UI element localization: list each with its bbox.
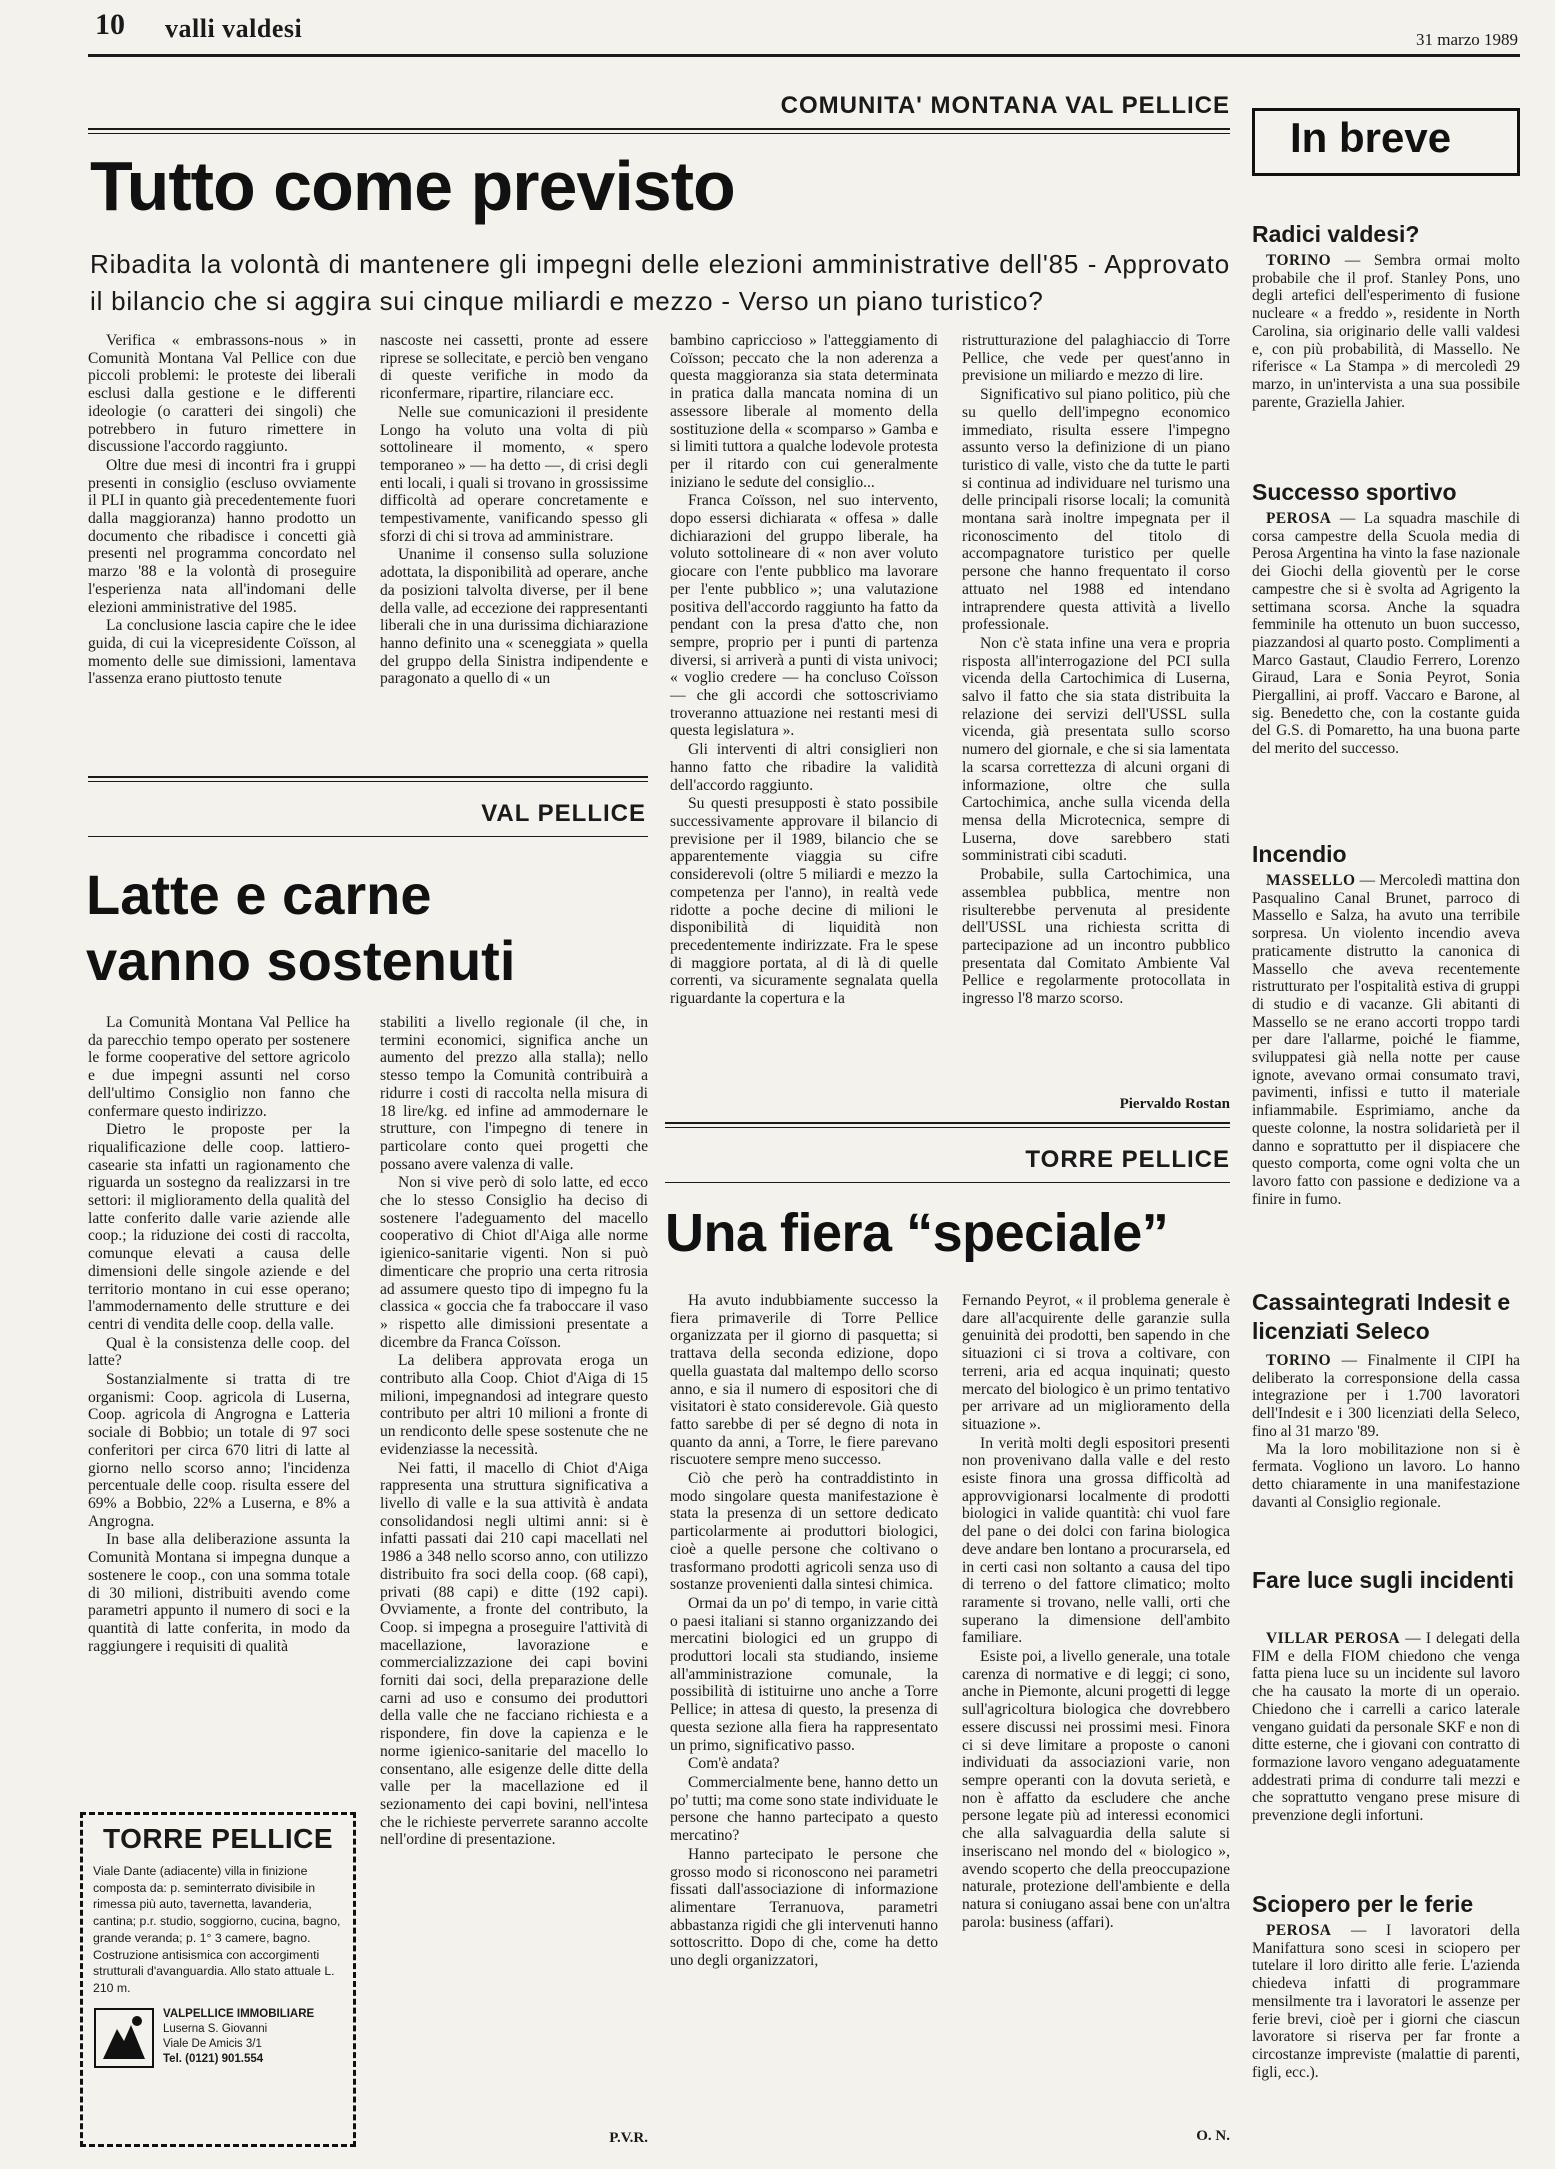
brief-heading-incendio: Incendio <box>1252 841 1347 867</box>
article1-deck: Ribadita la volontà di mantenere gli impegni delle elezioni amministrative dell'85 - Approvato il bilancio che si aggira sui cinque miliardi e mezzo - Verso un piano turistico? <box>90 249 1230 316</box>
paragraph: nascoste nei cassetti, pronte ad essere riprese se sollecitate, e perciò ben vengano di queste verifiche in modo da riconfermare, ripartire, rilanciare ecc. <box>380 332 648 403</box>
brief-incendio <box>1252 872 1520 1272</box>
agency-phone: Tel. (0121) 901.554 <box>163 2052 264 2065</box>
paragraph: Significativo sul piano politico, più che su quello dell'impegno economico immediato, risulta essere l'impegno assunto verso la definizione di un piano turistico di valle, visto che da tutte le parti si continua ad individuare nel turismo una delle principali risorse locali; la comunità montana sarà inoltre impegnata per il riconoscimento del titolo di accompagnatore turistico per quelle persone che hanno frequentato il corso attuato nel 1988 ed intendano intraprendere questa attività a livello professionale. <box>962 386 1230 634</box>
section-rule <box>88 128 1230 130</box>
article1-signature: Piervaldo Rostan <box>1119 1096 1230 1112</box>
ad-title: TORRE PELLICE <box>102 1823 333 1854</box>
section-rule-thin <box>665 1127 1230 1128</box>
section-rule-thin <box>88 133 1230 134</box>
agency-contact <box>163 2007 314 2067</box>
article3-column-1 <box>670 1292 938 2132</box>
agency-name: VALPELLICE IMMOBILIARE <box>163 2007 315 2020</box>
paragraph: La delibera approvata eroga un contributo alla Coop. Chiot d'Aiga di 15 milioni, impegnandosi ad integrare questo contributo per altri 10 milioni a fronte di un rendiconto delle spese sostenute che ne evidenziasse la necessità. <box>380 1352 648 1458</box>
brief-place: VILLAR PEROSA <box>1266 1630 1401 1647</box>
paragraph: Ha avuto indubbiamente successo la fiera primaverile di Torre Pellice organizzata per il giorno di pasquetta; si trattava della seconda edizione, dopo quella guastata dal maltempo dello scorso anno, e sia il numero di espositori che di visitatori è stato considerevole. Già questo fatto sarebbe di per sé degno di nota in quanto da anni, a Torre, le fiere parevano riscuotere sempre meno successo. <box>670 1292 938 1469</box>
brief-text: — Sembra ormai molto probabile che il prof. Stanley Pons, uno degli artefici dell'esperimento di fusione nucleare « a freddo », residente in North Carolina, sia originario delle valli valdesi e, con più probabilità, di Massello. Ne riferisce « La Stampa » di mercoledì 29 marzo, in un'intervista a una sua possibile parente, Graziella Jahier. <box>1252 252 1520 411</box>
paragraph: Oltre due mesi di incontri fra i gruppi presenti in consiglio (escluso ovviamente il PLI in quanto già precedentemente fuori dalla maggioranza) hanno prodotto un documento che ribadisce i concetti già presenti nel programma concordato nel marzo '88 e la volontà di proseguire l'esperienza nata all'indomani delle elezioni amministrative del 1985. <box>88 456 356 616</box>
brief-cassaintegrati <box>1252 1352 1520 1540</box>
paragraph: stabiliti a livello regionale (il che, in termini economici, significa anche un aumento del prezzo alla stalla); nello stesso tempo la Comunità contribuirà a ridurre i costi di raccolta nella misura di 18 lire/kg. ed infine ad ammodernare le strutture, con l'impegno di tenere in particolare conto quei progetti che possano avere valenza di valle. <box>380 1014 648 1173</box>
paragraph: Dietro le proposte per la riqualificazione delle coop. lattiero-casearie sta infatti un ragionamento che riguarda un sostegno da realizzarsi in tre settori: il miglioramento della qualità del latte conferito dalle varie aziende alle coop.; la riduzione dei costi di raccolta, comunque elevati a causa delle dimensioni delle singole aziende e del territorio montano in cui esse operano; l'ammodernamento delle strutture e dei centri di vendita delle coop. della valle. <box>88 1121 350 1333</box>
paragraph: Qual è la consistenza delle coop. del latte? <box>88 1334 350 1370</box>
brief-text: Ma la loro mobilitazione non si è fermata. Vogliono un lavoro. Lo hanno detto chiaramente in una manifestazione davanti al Consiglio regionale. <box>1252 1440 1520 1511</box>
brief-text: — I lavoratori della Manifattura sono scesi in sciopero per tutelare il loro diritto alle ferie. L'azienda chiedeva infatti di programmare mensilmente tra i lavoratori le assenze per ferie brevi, cioè per i giorni che ciascun lavoratore si riserva per far fronte a circostanze impreviste (malattie di parenti, figli, ecc.). <box>1252 1922 1520 2081</box>
paragraph: Ormai da un po' di tempo, in varie città o paesi italiani si stanno organizzando dei mercatini biologici ed un gruppo di produttori locali sta studiando, insieme all'amministrazione comunale, la possibilità di istituirne uno anche a Torre Pellice; in attesa di questo, la presenza di questa sezione alla fiera ha rappresentato un primo, significativo passo. <box>670 1594 938 1754</box>
brief-place: PEROSA <box>1266 510 1332 527</box>
paragraph: Non si vive però di solo latte, ed ecco che lo stesso Consiglio ha deciso di sostenere l'adeguamento del macello cooperativo di Chiot dl'Aiga alle norme igienico-sanitarie vigenti. Non si può dimenticare che proprio una certa ritrosia ad assumere questo tipo di impegno fu la classica « goccia che fa traboccare il vaso » rispetto alle dimissioni presentate a dicembre da Franca Coïsson. <box>380 1174 648 1351</box>
brief-heading-cassaintegrati: Cassaintegrati Indesit e licenziati Seleco <box>1252 1289 1511 1344</box>
section-rule-thin <box>88 781 648 782</box>
headline-line: Latte e carne <box>86 863 432 926</box>
real-estate-advertisement <box>80 1812 356 2147</box>
ad-description: Viale Dante (adiacente) villa in finizione composta da: p. seminterrato divisibile in rimessa più auto, tavernetta, lavanderia, cantina; p.r. studio, soggiorno, cucina, bagno, grande veranda; p. 1° 3 camere, bagno. Costruzione antisismica con accorgimenti strutturali d'avanguardia. Allo stato attuale L. 210 m. <box>93 1864 341 1995</box>
paragraph: La conclusione lascia capire che le idee guida, di cui la vicepresidente Coïsson, al momento delle sue dimissioni, lamentava l'assenza erano piuttosto tenute <box>88 617 356 688</box>
ad-footer <box>93 2007 343 2069</box>
paragraph: Verifica « embrassons-nous » in Comunità Montana Val Pellice con due piccoli problemi: le proteste dei liberali esclusi dalla gestione e le differenti ideologie (o caratteri dei singoli) che potrebbero in futuro rimettere in discussione l'accordo raggiunto. <box>88 332 356 456</box>
article2-column-1 <box>88 1014 350 1794</box>
paragraph: Hanno partecipato le persone che grosso modo si riconoscono nei parametri fissati dall'associazione di informazione alimentare Terranuova, parametri abbastanza rigidi che gli intervenuti hanno sottoscritto. Dopo di che, come ha detto uno degli organizzatori, <box>670 1845 938 1970</box>
paragraph: Fernando Peyrot, « il problema generale è dare all'acquirente delle garanzie sulla genuinità dei prodotti, ben sapendo in che situazioni ci si trova a coltivare, con terreni, aria ed acqua inquinati; questo mercato del biologico è un primo tentativo per arrivare ad un miglioramento della situazione ». <box>962 1292 1230 1433</box>
paragraph: Sostanzialmente si tratta di tre organismi: Coop. agricola di Luserna, Coop. agricola di Angrogna e Latteria sociale di Bobbio; un totale di 97 soci conferitori per circa 670 litri di latte al giorno nello scorso anno; l'incidenza percentuale delle coop. risulta essere del 69% a Bobbio, 22% a Luserna, e 8% a Angrogna. <box>88 1371 350 1530</box>
paragraph: Nelle sue comunicazioni il presidente Longo ha voluto una volta di più sottolineare il momento, « spero temporaneo » — ha detto —, di crisi degli enti locali, i quali si trovano in grossissime difficoltà ad operare concretamente e tempestivamente, vanificando spesso gli sforzi di chi si trova ad amministrare. <box>380 403 648 545</box>
article1-column-3 <box>670 332 938 1112</box>
agency-town: Luserna S. Giovanni <box>163 2022 268 2035</box>
paragraph: bambino capriccioso » l'atteggiamento di Coïsson; peccato che la non aderenza a questa maggioranza sia stata determinata in pratica dalla mancata nomina di un assessore liberale al momento della sostituzione della « scomparso » Gamba e si limiti tuttora a qualche lodevole protesta per il ritardo con cui generalmente iniziano le sedute del consiglio... <box>670 332 938 491</box>
paragraph: Nei fatti, il macello di Chiot d'Aiga rappresenta una struttura significativa a livello di valle e la sua attività è andata consolidandosi negli ultimi anni: si è infatti passati dai 210 capi macellati nel 1986 a 348 nello scorso anno, con utilizzo distribuito fra soci della coop. (68 capi), privati (88 capi) e ditte (192 capi). Ovviamente, a fronte del contributo, la Coop. si impegna a proseguire l'attività di macellazione, lavorazione e commercializzazione dei capi bovini forniti dai soci, della preparazione delle carni ad uso e consumo dei produttori della valle che ne facciano richiesta e a rispondere, fin dove la capienza e le norme igienico-sanitarie del macello lo consentano, alle esigenze delle ditte della valle per la macellazione ed il sezionamento dei capi bovini, nell'intesa che le richieste perverrete saranno accolte nell'ordine di presentazione. <box>380 1459 648 1849</box>
paragraph: Franca Coïsson, nel suo intervento, dopo essersi dichiarata « offesa » dalle dichiarazioni del gruppo liberale, ha voluto sottolineare di « non aver voluto giocare con l'ente pubblico ma lavorare per l'ente pubblico »; una valutazione positiva dell'accordo raggiunto ha fatto da pendant con la presa d'atto che, non sempre, proprio per i punti di partenza diversi, si arriverà a punti di vista univoci; « voglio credere — ha concluso Coïsson — che gli accordi che sottoscriviamo troveranno attuazione nei restanti mesi di questa legislatura ». <box>670 492 938 740</box>
article1-column-1 <box>88 332 356 772</box>
section-label-torre-pellice: TORRE PELLICE <box>1025 1146 1230 1173</box>
paragraph: Su questi presupposti è stato possibile successivamente approvare il bilancio di previsione per il 1989, bilancio che se apparentemente viaggia su cifre considerevoli (oltre 5 miliardi e mezzo la competenza per l'anno), in realtà vede ridotte a poche decine di milioni le disponibilità di liquidità non precedentemente indirizzate. Fra le spese di maggiore portata, al di là di quelle correnti, va sicuramente segnalata quella riguardante la copertura e la <box>670 795 938 1008</box>
section-label-val-pellice: VAL PELLICE <box>481 800 646 827</box>
brief-heading-successo: Successo sportivo <box>1252 479 1457 505</box>
paragraph: Ciò che però ha contraddistinto in modo singolare questa manifestazione è stata la presenza di un settore dedicato particolarmente ai produttori biologici, cioè a quelle persone che coltivano o trasformano prodotti agricoli senza uso di sostanze provenienti dalla sintesi chimica. <box>670 1470 938 1594</box>
section-rule <box>665 1122 1230 1124</box>
agency-street: Viale De Amicis 3/1 <box>163 2037 262 2050</box>
brief-heading-fare-luce: Fare luce sugli incidenti <box>1252 1567 1515 1593</box>
brief-place: TORINO <box>1266 252 1332 269</box>
paragraph: Non c'è stata infine una vera e propria risposta all'interrogazione del PCI sulla vicenda della Cartochimica di Luserna, salvo il fatto che sia stata distribuita la relazione dei servizi dell'USSL sulla vicenda, già presentata sullo scorso numero del giornale, e che si sia lamentata la scarsa correttezza di alcuni organi di informazione, oltre che sulla Cartochimica, anche sulla vicenda della mensa della Microtecnica, sempre di Luserna, dove sarebbero stati somministrati cibi scaduti. <box>962 634 1230 865</box>
section-rule-thin <box>88 836 648 837</box>
article2-signature: P.V.R. <box>609 2130 648 2146</box>
brief-successo <box>1252 510 1520 824</box>
brief-text: — La squadra maschile di corsa campestre della Scuola media di Perosa Argentina ha vinto la fase nazionale dei Giochi della gioventù per le corse campestre che si è svolta ad Agrigento la settimana scorsa. Anche la squadra femminile ha ottenuto un buon successo, piazzandosi al quarto posto. Complimenti a Marco Gastaut, Claudio Ferrero, Lorenzo Giraud, Lara e Sonia Peyrot, Sonia Piergallini, ai proff. Vaccaro e Barone, al sig. Benedetto che, con la costante guida del G.S. di Pomaretto, ha una buona parte del merito del successo. <box>1252 510 1520 758</box>
brief-sciopero <box>1252 1922 1520 2152</box>
section-rule-thin <box>665 1182 1230 1183</box>
section-rule <box>88 776 648 778</box>
paragraph: Probabile, sulla Cartochimica, una assemblea pubblica, mentre non risulterebbe pervenuta al presidente dell'USSL una richiesta scritta di partecipazione ad un incontro pubblico presentata dal Comitato Ambiente Val Pellice e regolarmente protocollata in ingresso l'8 marzo scorso. <box>962 866 1230 1008</box>
brief-radici <box>1252 252 1520 460</box>
in-breve-title: In breve <box>1290 114 1452 161</box>
agency-logo-icon <box>93 2007 155 2069</box>
paragraph: Gli interventi di altri consiglieri non hanno fatto che ribadire la validità dell'accordo raggiunto. <box>670 741 938 794</box>
brief-text: — I delegati della FIM e della FIOM chiedono che venga fatta piena luce su un incidente sul lavoro che ha causato la morte di un operaio. Chiedono che i carrelli a carico laterale vengano guidati da personale SKF e non di ditte esterne, che i giovani con contratto di formazione lavoro vengano adeguatamente addestrati prima di condurre tali mezzi e che soprattutto vengano prese misure di prevenzione degli infortuni. <box>1252 1630 1520 1825</box>
article2-column-2 <box>380 1014 648 2126</box>
brief-heading-sciopero: Sciopero per le ferie <box>1252 1891 1474 1917</box>
brief-fare-luce <box>1252 1630 1520 1872</box>
article3-column-2 <box>962 1292 1230 2114</box>
article3-signature: O. N. <box>1196 2128 1230 2144</box>
brief-text: — Finalmente il CIPI ha deliberato la corresponsione della cassa integrazione per i 1.700 lavoratori dell'Indesit e i 300 licenziati della Seleco, fino al 31 marzo '89. <box>1252 1352 1520 1440</box>
brief-place: MASSELLO <box>1266 872 1356 889</box>
paragraph: In base alla deliberazione assunta la Comunità Montana si impegna dunque a sostenere le coop., con una somma totale di 30 milioni, distribuiti avendo come parametri appunto il numero di soci e la quantità di latte conferita, in modo da raggiungere i requisiti di qualità <box>88 1531 350 1655</box>
paragraph: In verità molti degli espositori presenti non provenivano dalla valle e del resto esiste finora una grossa difficoltà ad approvvigionarsi localmente di prodotti biologici in valide quantità: chi vuol fare del pane o dei dolci con farina biologica deve andare ben lontano a procurarsela, ed in certi casi non soltanto a causa del tipo di terreno o del fattore climatico; molto raramente si trovano, nelle valli, orti che superano la dimensione dell'ambito familiare. <box>962 1434 1230 1647</box>
headline-tutto-come-previsto: Tutto come previsto <box>90 147 735 225</box>
paragraph: Unanime il consenso sulla soluzione adottata, la disponibilità ad operare, anche da posizioni talvolta diverse, per il bene della valle, ad eccezione dei rappresentanti liberali che in una durissima dichiarazione hanno definito una « sceneggiata » quella del gruppo della Sinistra indipendente e paragonato a quello di « un <box>380 546 648 688</box>
publication-name: valli valdesi <box>165 14 303 43</box>
paragraph: Com'è andata? <box>688 1755 780 1773</box>
paragraph: Commercialmente bene, hanno detto un po' tutti; ma come sono state individuate le persone che hanno partecipato a questo mercatino? <box>670 1773 938 1845</box>
masthead-rule <box>88 54 1520 57</box>
paragraph: Esiste poi, a livello generale, una totale carenza di normative e di leggi; ci sono, anche in Piemonte, alcuni progetti di legge sull'agricoltura biologica che dovrebbero essere discussi nei prossimi mesi. Finora ci si deve limitare a proposte o canoni individuati da associazioni varie, non sempre operanti con la dovuta serietà, e non è affatto da escludere che anche persone legate più ad interessi economici che alla salvaguardia della salute si inseriscano nel mondo del « biologico », avendo scoperto che della preoccupazione naturale, protezione dell'ambiente e della natura si coniugano assai bene con un'altra parola: business (affari). <box>962 1648 1230 1931</box>
article1-column-4 <box>962 332 1230 1092</box>
article1-column-2 <box>380 332 648 772</box>
brief-heading-radici: Radici valdesi? <box>1252 221 1420 247</box>
brief-place: PEROSA <box>1266 1922 1332 1939</box>
brief-place: TORINO <box>1266 1352 1332 1369</box>
paragraph: La Comunità Montana Val Pellice ha da parecchio tempo operato per sostenere le forme cooperative del settore agricolo e due impegni assunti nel corso dell'ultimo Consiglio non fanno che confermare questo indirizzo. <box>88 1014 350 1120</box>
section-label-comunita-montana: COMUNITA' MONTANA VAL PELLICE <box>780 92 1230 119</box>
headline-latte-e-carne <box>86 862 576 994</box>
paragraph: ristrutturazione del palaghiaccio di Torre Pellice, che vede per quest'anno in previsione un miliardo e mezzo di lire. <box>962 332 1230 385</box>
headline-una-fiera-speciale: Una fiera “speciale” <box>665 1203 1169 1263</box>
page-number: 10 <box>95 8 125 41</box>
headline-line: vanno sostenuti <box>86 929 516 992</box>
issue-date: 31 marzo 1989 <box>1416 30 1518 49</box>
brief-text: — Mercoledì mattina don Pasqualino Canal Brunet, parroco di Massello e Salza, ha avuto una terribile sorpresa. Un violento incendio aveva praticamente distrutto la canonica di Massello che aveva recentemente ristrutturato per l'ospitalità estiva di gruppi di studio e di vacanze. Gli abitanti di Massello se ne erano accorti troppo tardi per dare l'allarme, poiché le fiamme, sviluppatesi già nella notte per cause ignote, avevano ormai consumato travi, pavimenti, infissi e tutto il materiale infiammabile. Esprimiamo, anche da queste colonne, la nostra solidarietà per il danno e soprattutto per il dispiacere che questo comporta, come ogni volta che un lavoro fatto con passione e dedizione va a finire in fumo. <box>1252 872 1520 1208</box>
